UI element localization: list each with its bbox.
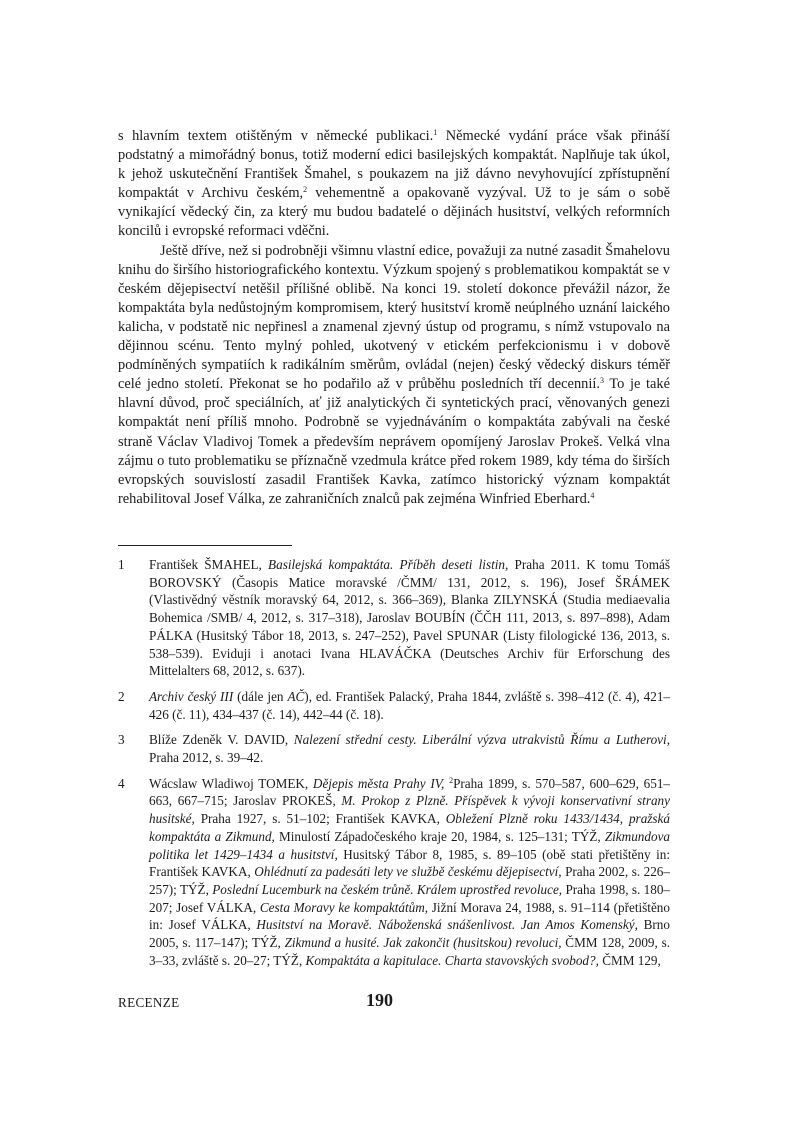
footnote (118, 688, 670, 723)
paragraph (118, 127, 670, 242)
text-run: ČMM 128, 2009, s. 3–33, zvláště s. 20–27; TÝŽ, (149, 935, 670, 968)
footnote-separator (118, 545, 292, 546)
footnote (118, 556, 670, 680)
italic-title: Basilejská kompaktáta. Příběh deseti listin, (268, 557, 509, 572)
italic-title: Nalezení střední cesty. Liberální výzva utrakvistů Římu a Lutherovi, (293, 732, 670, 748)
text-run: Ještě dříve, než si podrobněji všimnu vlastní edice, považuji za nutné zasadit Šmahelovu knihu do širšího historiografického kontextu. Výzkum spojený s problematikou kompaktát se v českém dějepisectví netěšil přílišné oblibě. Na konci 19. století dokonce převážil názor, že kompaktáta byla nedůstojným kompromisem, který husitství kromě neúplného uznání laického kalicha, v podstatě nic nepřinesl a znamenal zjevný ústup od programu, s nímž vstupovalo na dějinnou scénu. Tento mylný pohled, ukotvený v etickém perfekcionismu i v dobově podmíněných sympatiích k radikálním směrům, ovládal (nejen) český vědecký diskurs téměř celé jedno století. Překonat se ho podařilo až v průběhu posledních tří decennií. (118, 242, 670, 393)
section-label: RECENZE (118, 995, 180, 1010)
text-run: Praha 2011. K tomu Tomáš BOROVSKÝ (Časopis Matice moravské /ČMM/ 131, 2012, s. 196), Josef ŠRÁMEK (Vlastivědný věstník moravský 64, 2012, s. 366–369), Blanka ZILYNSKÁ (Studia mediaevalia Bohemica /SMB/ 4, 2012, s. 317–318), Jaroslav BOUBÍN (ČČH 111, 2013, s. 897–898), Adam PÁLKA (Husitský Tábor 18, 2013, s. 247–252), Pavel SPUNAR (Listy filologické 136, 2013, s. 538–539). Eviduji i anotaci Ivana HLAVÁČKA (Deutsches Archiv für Erforschung des Mittelalters 68, 2012, s. 637). (149, 557, 671, 679)
text-run: s hlavním textem otištěným v německé publikaci. (118, 128, 434, 144)
footnotes (118, 556, 670, 977)
italic-title: Kompaktáta a kapitulace. Charta stavovských svobod?, (305, 952, 599, 968)
text-run: Německé vydání práce však přináší podstatný a mimořádný bonus, totiž moderní edici basilejských kompaktát. Naplňuje tak úkol, k jehož uskutečnění František Šmahel, s poukazem na již dávno nevyhovující zpřístupnění kompaktát v Archivu českém, (118, 128, 671, 202)
text-run: Praha 2012, s. 39–42. (149, 750, 264, 766)
italic-title: Cesta Moravy ke kompaktátům, (259, 899, 429, 915)
text-run: Praha 2002, s. 226–257); TÝŽ, (149, 864, 670, 897)
footnote-ref: 2 (303, 185, 308, 195)
text-run: (dále jen (233, 688, 288, 704)
text-run: ), ed. František Palacký, Praha 1844, zvláště s. 398–412 (č. 4), 421–426 (č. 11), 434–437 (č. 14), 442–44 (č. 18). (149, 688, 671, 722)
text-run: Wácslaw Wladiwoj TOMEK, (149, 775, 313, 791)
text-run: Brno 2005, s. 117–147); TÝŽ, (149, 917, 670, 951)
text-run: vehementně a opakovaně vyzýval. Už to je sám o sobě vynikající vědecký čin, za který mu budou badatelé o dějinách husitství, velkých reformních koncilů i evropské reformaci vděčni. (118, 185, 670, 240)
text-run: ČMM 129, (598, 952, 661, 968)
italic-title: Ohlédnutí za padesáti lety ve službě českému dějepisectví, (254, 864, 562, 880)
footnote (118, 731, 670, 766)
footnote-number: 1 (118, 557, 125, 572)
text-run: Jižní Morava 24, 1988, s. 91–114 (přetištěno in: Josef VÁLKA, (149, 899, 670, 933)
page-number: 190 (366, 990, 393, 1010)
italic-title: Archiv český III (149, 688, 234, 704)
paragraph (118, 242, 670, 509)
italic-title: Husitství na Moravě. Náboženská snášenlivost. Jan Amos Komenský, (256, 917, 638, 933)
footnote-ref: 1 (433, 128, 438, 137)
text-run: Praha 1998, s. 180–207; Josef VÁLKA, (149, 881, 671, 915)
text-run: František ŠMAHEL, (149, 557, 269, 572)
italic-title: AČ (287, 688, 305, 704)
footnote (118, 775, 670, 970)
footnote-ref: 4 (590, 490, 595, 500)
text-run: Minulostí Západočeského kraje 20, 1984, s. 125–131; TÝŽ, (274, 828, 605, 844)
text-run: Husitský Tábor 8, 1985, s. 89–105 (obě stati přetištěny in: František KAVKA, (149, 846, 670, 880)
italic-title: M. Prokop z Plzně. Příspěvek k vývoji konservativní strany husitské, (149, 793, 670, 827)
footnote-number: 2 (118, 688, 125, 704)
italic-title: Zikmund a husité. Jak zakončit (husitskou) revoluci, (284, 935, 562, 951)
italic-title: Obležení Plzně roku 1433/1434, pražská kompaktáta a Zikmund, (149, 811, 670, 844)
text-run: Blíže Zdeněk V. DAVID, (149, 732, 294, 748)
footnote-number: 4 (118, 775, 125, 791)
text-run: To je také hlavní důvod, proč speciálních, ať již analytických či syntetických prací, věnovaných genezi kompaktát není příliš mnoho. Podrobně se vyjednáváním o kompaktáta zabývali na české straně Václav Vladivoj Tomek a především neprávem opomíjený Jaroslav Prokeš. Velká vlna zájmu o tuto problematiku se příznačně vzedmula krátce před rokem 1989, kdy téma do širších evropských souvislostí zasadil František Kavka, zatímco historický význam kompaktát rehabilitoval Josef Válka, ze zahraničních znalců pak zejména Winfried Eberhard. (118, 376, 670, 507)
footnote-ref: 3 (599, 376, 604, 386)
text-run: Praha 1927, s. 51–102; František KAVKA, (194, 811, 446, 827)
text-run: Praha 1899, s. 570–587, 600–629, 651–663, 667–715; Jaroslav PROKEŠ, (149, 775, 671, 809)
italic-title: Dějepis města Prahy IV, (312, 775, 445, 791)
edition-superscript: 2 (449, 775, 454, 785)
italic-title: Zikmundova politika let 1429–1434 a husitství, (149, 828, 671, 862)
main-text (118, 127, 670, 509)
italic-title: Poslední Lucemburk na českém trůně. Králem uprostřed revoluce, (212, 881, 563, 897)
footnote-number: 3 (118, 732, 125, 748)
